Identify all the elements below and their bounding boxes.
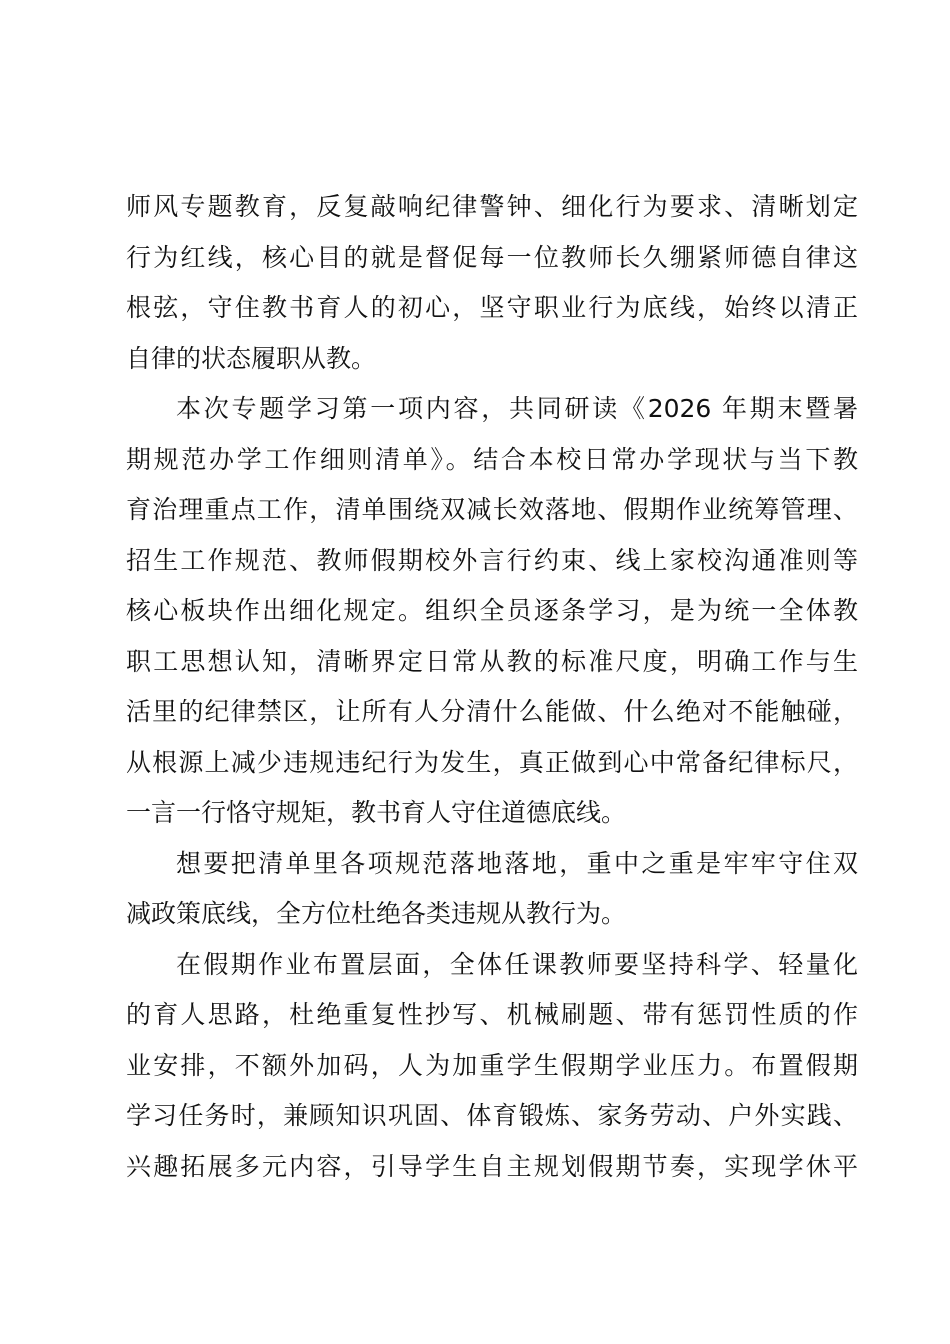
text-line: 学习任务时，兼顾知识巩固、体育锻炼、家务劳动、户外实践、 <box>126 1101 858 1130</box>
text-line: 招生工作规范、教师假期校外言行约束、线上家校沟通准则等 <box>126 545 858 575</box>
text-line: 在假期作业布置层面，全体任课教师要坚持科学、轻量化 <box>176 949 858 979</box>
document-body <box>126 182 858 1192</box>
paragraph-3 <box>126 839 858 940</box>
text-line: 想要把清单里各项规范落地落地，重中之重是牢牢守住双 <box>176 848 858 878</box>
text-line: 师风专题教育，反复敲响纪律警钟、细化行为要求、清晰划定 <box>126 192 858 221</box>
text-line: 行为红线，核心目的就是督促每一位教师长久绷紧师德自律这 <box>126 242 858 272</box>
text-line: 业安排，不额外加码，人为加重学生假期学业压力。布置假期 <box>126 1050 858 1080</box>
paragraph-1 <box>126 182 858 384</box>
text-line: 的育人思路，杜绝重复性抄写、机械刷题、带有惩罚性质的作 <box>126 1000 858 1029</box>
text-line: 减政策底线，全方位杜绝各类违规从教行为。 <box>126 899 627 928</box>
text-line: 根弦，守住教书育人的初心，坚守职业行为底线，始终以清正 <box>126 293 858 322</box>
text-line: 自律的状态履职从教。 <box>126 343 377 373</box>
paragraph-2 <box>126 384 858 839</box>
text-line: 从根源上减少违规违纪行为发生，真正做到心中常备纪律标尺， <box>126 747 858 777</box>
text-line: 活里的纪律禁区，让所有人分清什么能做、什么绝对不能触碰， <box>126 697 858 726</box>
text-line: 本次专题学习第一项内容，共同研读《2026 年期末暨暑 <box>176 394 858 423</box>
text-line: 核心板块作出细化规定。组织全员逐条学习，是为统一全体教 <box>126 596 858 625</box>
text-line: 育治理重点工作，清单围绕双减长效落地、假期作业统筹管理、 <box>126 495 858 524</box>
paragraph-4 <box>126 940 858 1193</box>
text-line: 职工思想认知，清晰界定日常从教的标准尺度，明确工作与生 <box>126 646 858 676</box>
text-line: 期规范办学工作细则清单》。结合本校日常办学现状与当下教 <box>126 444 858 474</box>
text-line: 兴趣拓展多元内容，引导学生自主规划假期节奏，实现学休平 <box>126 1151 858 1181</box>
text-line: 一言一行恪守规矩，教书育人守住道德底线。 <box>126 798 627 827</box>
